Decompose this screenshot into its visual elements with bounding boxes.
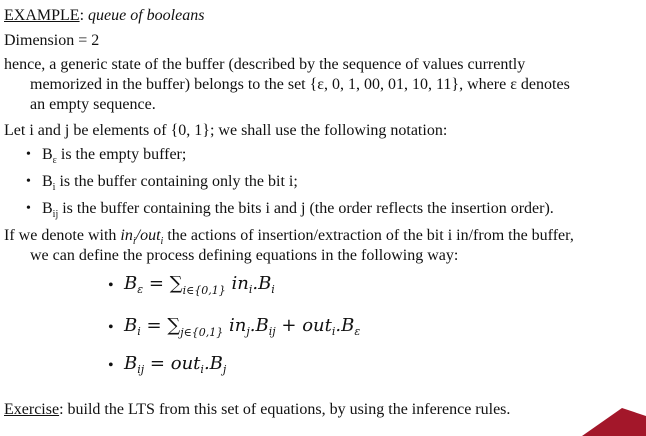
equation-3 [124,352,226,382]
paragraph-line-1: hence, a generic state of the buffer (described by the sequence of values currently [4,56,526,73]
equation-2 [124,314,360,345]
notation-text: is the empty buffer; [60,146,187,163]
bullet-dot: • [108,319,114,336]
eq-rhs-sub: i [200,363,204,376]
eq-rhs-sub: i [248,283,253,296]
eq-rhs: in [231,273,249,294]
equation-1 [124,272,275,303]
in-sub: i [132,236,136,248]
bullet-dot: • [108,277,114,294]
bullet-dot: • [26,201,31,216]
in-symbol: in [120,227,133,244]
eq-term2-rest-sub: ε [354,325,361,338]
notation-sub: ij [52,209,59,221]
eq-term2: out [302,315,332,336]
notation-symbol: B [42,146,53,163]
corner-decoration-icon [582,402,646,436]
sigma-icon: ∑ [167,315,181,336]
bullet-dot: • [108,357,114,374]
sum-subscript: i∈{0,1} [182,284,226,297]
notation-intro: Let i and j be elements of {0, 1}; we shall use the following notation: [4,122,448,139]
eq-rest: .B [249,315,269,336]
bullet-dot: • [26,147,31,162]
title-label: EXAMPLE [4,7,80,24]
eq-equals: = [148,273,164,294]
paragraph2-text-b: the actions of insertion/extraction of the bit i in/from the buffer, [163,227,574,244]
out-sub: i [160,236,164,248]
notation-item [42,145,186,171]
eq-term2-rest: .B [335,315,355,336]
bullet-dot: • [26,174,31,189]
notation-text: is the buffer containing only the bit i; [59,173,298,190]
eq-lhs: B [124,273,138,294]
eq-rest: .B [252,273,272,294]
exercise-label: Exercise [4,401,60,418]
paragraph2-text-a: If we denote with [4,227,121,244]
paragraph2-line-2: we can define the process defining equations in the following way: [30,247,459,264]
eq-rhs: out [170,353,201,374]
eq-term2-sub: i [331,325,336,338]
notation-symbol: B [42,173,53,190]
eq-equals: = [146,315,162,336]
eq-equals: = [149,353,165,374]
notation-symbol: B [42,200,53,217]
notation-text: is the buffer containing the bits i and j (the order reflects the insertion order). [62,200,554,217]
notation-sub: i [52,182,56,194]
eq-plus: + [281,315,297,336]
eq-lhs: B [124,353,138,374]
slash: / [135,227,141,244]
eq-lhs-sub: ij [137,363,145,376]
eq-lhs: B [124,315,138,336]
exercise-text: : build the LTS from this set of equations, by using the inference rules. [59,401,511,418]
notation-sub: ε [52,155,57,167]
eq-rest-sub: ij [268,325,276,338]
notation-item [42,172,298,198]
sigma-icon: ∑ [169,273,183,294]
eq-rhs-sub: j [246,325,250,338]
eq-rhs: in [228,315,247,336]
title-subtitle: queue of booleans [88,7,205,24]
eq-rest-sub: j [222,363,227,376]
dimension-line: Dimension = 2 [4,32,100,49]
paragraph-line-3: an empty sequence. [30,96,156,113]
paragraph-line-2: memorized in the buffer) belongs to the set {ε, 0, 1, 00, 01, 10, 11}, where ε denotes [30,76,570,93]
notation-item [42,199,554,225]
eq-rest-sub: i [271,283,275,296]
out-symbol: out [140,227,161,244]
page-title: EXAMPLE: queue of booleans [4,7,205,24]
sum-subscript: j∈{0,1} [180,326,224,339]
eq-lhs-sub: ε [137,283,144,296]
eq-rest: .B [203,353,223,374]
exercise-line [4,400,510,420]
eq-lhs-sub: i [137,325,141,338]
